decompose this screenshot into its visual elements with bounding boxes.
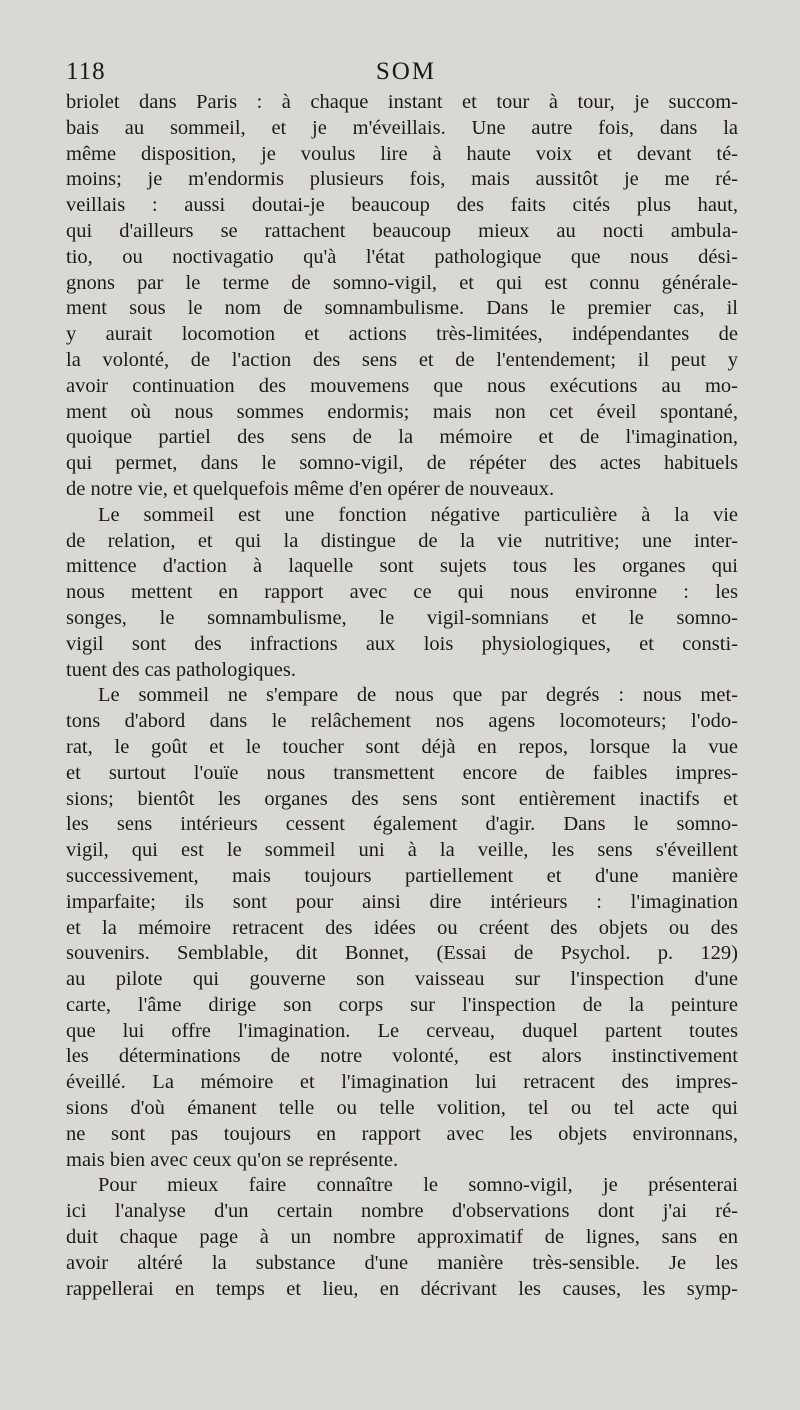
- text-line: Pour mieux faire connaître le somno-vigil, je présenterai: [98, 1174, 738, 1197]
- text-line: et surtout l'ouïe nous transmettent encore de faibles impres-: [66, 761, 738, 784]
- text-line: ment sous le nom de somnambulisme. Dans le premier cas, il: [66, 297, 738, 320]
- text-line: sions d'où émanent telle ou telle volition, tel ou tel acte qui: [66, 1097, 738, 1120]
- text-line: vigil, qui est le sommeil uni à la veille, les sens s'éveillent: [66, 839, 738, 862]
- text-line: éveillé. La mémoire et l'imagination lui retracent des impres-: [66, 1071, 738, 1094]
- text-line: qui d'ailleurs se rattachent beaucoup mieux au nocti ambula-: [66, 219, 738, 242]
- text-line: briolet dans Paris : à chaque instant et tour à tour, je succom-: [66, 91, 738, 113]
- running-head: SOM: [375, 58, 437, 85]
- text-line: tio, ou noctivagatio qu'à l'état pathologique que nous dési-: [66, 245, 738, 268]
- text-line: les sens intérieurs cessent également d'agir. Dans le somno-: [66, 813, 738, 836]
- text-line: ici l'analyse d'un certain nombre d'observations dont j'ai ré-: [66, 1200, 738, 1223]
- text-line: et la mémoire retracent des idées ou créent des objets ou des: [66, 916, 738, 939]
- text-line: rappellerai en temps et lieu, en décrivant les causes, les symp-: [66, 1277, 738, 1300]
- text-line: songes, le somnambulisme, le vigil-somnians et le somno-: [66, 606, 738, 629]
- text-line: gnons par le terme de somno-vigil, et qui est connu générale-: [66, 271, 738, 294]
- text-line: mittence d'action à laquelle sont sujets tous les organes qui: [66, 555, 738, 578]
- text-line: rat, le goût et le toucher sont déjà en repos, lorsque la vue: [66, 735, 738, 758]
- text-line: bais au sommeil, et je m'éveillais. Une autre fois, dans la: [66, 116, 738, 139]
- text-line: Le sommeil est une fonction négative particulière à la vie: [98, 503, 738, 526]
- text-line: au pilote qui gouverne son vaisseau sur l'inspection d'une: [66, 968, 738, 991]
- text-line: ne sont pas toujours en rapport avec les objets environnans,: [66, 1122, 738, 1145]
- page-number: 118: [66, 58, 106, 85]
- text-line: successivement, mais toujours partiellement et d'une manière: [66, 864, 738, 887]
- text-line: sions; bientôt les organes des sens sont entièrement inactifs et: [66, 787, 738, 810]
- text-line: avoir altéré la substance d'une manière très-sensible. Je les: [66, 1251, 738, 1274]
- text-line: vigil sont des infractions aux lois physiologiques, et consti-: [66, 632, 738, 655]
- text-line: veillais : aussi doutai-je beaucoup des faits cités plus haut,: [66, 194, 738, 217]
- text-line: ment où nous sommes endormis; mais non cet éveil spontané,: [66, 400, 738, 423]
- text-line: y aurait locomotion et actions très-limitées, indépendantes de: [66, 323, 738, 346]
- text-line: duit chaque page à un nombre approximatif de lignes, sans en: [66, 1226, 738, 1249]
- text-line: moins; je m'endormis plusieurs fois, mais aussitôt je me ré-: [66, 168, 738, 191]
- text-line: carte, l'âme dirige son corps sur l'inspection de la peinture: [66, 993, 738, 1016]
- text-line: même disposition, je voulus lire à haute voix et devant té-: [66, 142, 738, 165]
- text-line: tuent des cas pathologiques.: [66, 658, 297, 681]
- text-line: avoir continuation des mouvemens que nous exécutions au mo-: [66, 374, 738, 397]
- page-header: [66, 58, 746, 92]
- text-line: quoique partiel des sens de la mémoire et de l'imagination,: [66, 426, 738, 449]
- text-line: tons d'abord dans le relâchement nos agens locomoteurs; l'odo-: [66, 710, 738, 733]
- text-line: mais bien avec ceux qu'on se représente.: [66, 1148, 399, 1171]
- text-line: imparfaite; ils sont pour ainsi dire intérieurs : l'imagination: [66, 890, 738, 913]
- text-line: de notre vie, et quelquefois même d'en opérer de nouveaux.: [66, 477, 555, 500]
- text-line: de relation, et qui la distingue de la vie nutritive; une inter-: [66, 529, 738, 552]
- text-line: la volonté, de l'action des sens et de l'entendement; il peut y: [66, 348, 738, 371]
- text-line: que lui offre l'imagination. Le cerveau, duquel partent toutes: [66, 1019, 738, 1042]
- text-line: les déterminations de notre volonté, est alors instinctivement: [66, 1045, 738, 1068]
- text-line: Le sommeil ne s'empare de nous que par degrés : nous met-: [98, 684, 738, 707]
- text-line: nous mettent en rapport avec ce qui nous environne : les: [66, 581, 738, 604]
- body-text: [66, 90, 738, 1302]
- text-line: qui permet, dans le somno-vigil, de répéter des actes habituels: [66, 452, 738, 475]
- text-line: souvenirs. Semblable, dit Bonnet, (Essai de Psychol. p. 129): [66, 942, 738, 965]
